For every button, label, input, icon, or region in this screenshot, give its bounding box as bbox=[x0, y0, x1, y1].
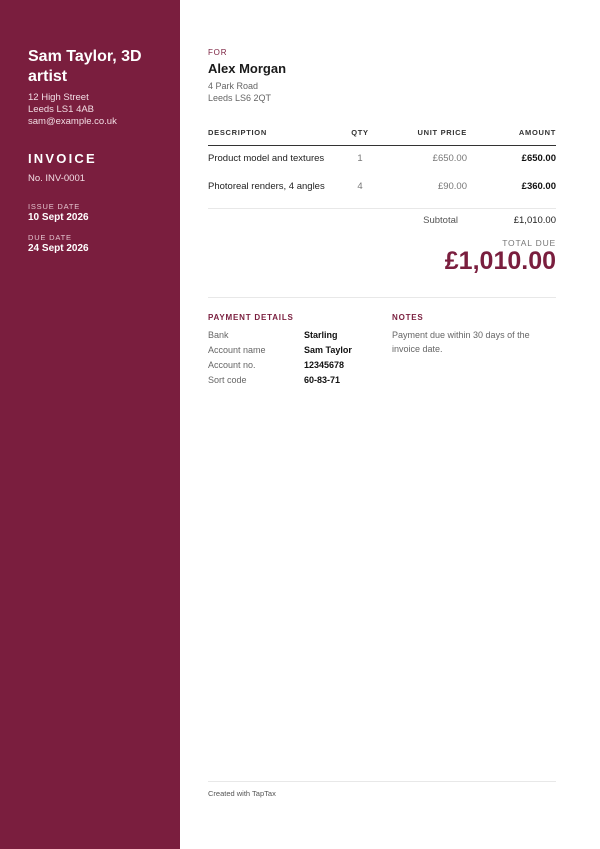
payment-account-name-label: Account name bbox=[208, 345, 266, 355]
header-description: DESCRIPTION bbox=[208, 128, 267, 137]
issue-date-label: ISSUE DATE bbox=[28, 202, 81, 211]
client-label: FOR bbox=[208, 48, 228, 57]
payment-account-name-value: Sam Taylor bbox=[304, 345, 352, 355]
header-amount: AMOUNT bbox=[518, 128, 556, 137]
footer-rule bbox=[208, 781, 556, 782]
payment-sort-code-label: Sort code bbox=[208, 375, 247, 385]
due-date: 24 Sept 2026 bbox=[28, 243, 89, 254]
sender-email: sam@example.co.uk bbox=[28, 116, 117, 127]
payment-bank-value: Starling bbox=[304, 330, 338, 340]
client-name: Alex Morgan bbox=[208, 61, 287, 76]
row-qty: 4 bbox=[357, 181, 363, 192]
sender-address-line1: 12 High Street bbox=[28, 92, 89, 103]
payment-sort-code-value: 60-83-71 bbox=[304, 375, 341, 385]
sidebar bbox=[0, 0, 180, 849]
invoice-title: INVOICE bbox=[28, 151, 97, 166]
client-address-line1: 4 Park Road bbox=[208, 81, 259, 91]
client-address-line2: Leeds LS6 2QT bbox=[208, 93, 272, 103]
table-bottom-rule bbox=[208, 208, 556, 209]
sender-name: Sam Taylor, 3D artist bbox=[28, 48, 142, 85]
payment-details-title: PAYMENT DETAILS bbox=[208, 313, 294, 322]
payment-account-no-label: Account no. bbox=[208, 360, 256, 370]
header-unit-price: UNIT PRICE bbox=[417, 128, 467, 137]
subtotal-value: £1,010.00 bbox=[513, 215, 556, 226]
payment-bank-label: Bank bbox=[208, 330, 229, 340]
notes-text: Payment due within 30 days of the invoice date. bbox=[392, 330, 530, 354]
payment-account-no-value: 12345678 bbox=[304, 360, 345, 370]
issue-date: 10 Sept 2026 bbox=[28, 212, 89, 223]
row-unit-price: £650.00 bbox=[432, 153, 467, 164]
row-amount: £650.00 bbox=[521, 153, 556, 164]
total-due-label: TOTAL DUE bbox=[502, 238, 556, 248]
row-qty: 1 bbox=[357, 153, 363, 164]
sender-address-line2: Leeds LS1 4AB bbox=[28, 104, 95, 115]
due-date-label: DUE DATE bbox=[28, 233, 72, 242]
row-description: Photoreal renders, 4 angles bbox=[208, 181, 325, 192]
notes-title: NOTES bbox=[392, 313, 424, 322]
footer-credit: Created with TapTax bbox=[208, 789, 276, 798]
row-amount: £360.00 bbox=[521, 181, 556, 192]
table-header-rule bbox=[208, 145, 556, 146]
header-qty: QTY bbox=[351, 128, 369, 137]
invoice-body bbox=[180, 0, 600, 849]
row-description: Product model and textures bbox=[208, 153, 325, 164]
invoice-number: No. INV-0001 bbox=[28, 173, 86, 184]
row-unit-price: £90.00 bbox=[437, 181, 467, 192]
subtotal-label: Subtotal bbox=[423, 215, 458, 226]
totals-divider bbox=[208, 297, 556, 298]
total-due-value: £1,010.00 bbox=[444, 247, 556, 275]
